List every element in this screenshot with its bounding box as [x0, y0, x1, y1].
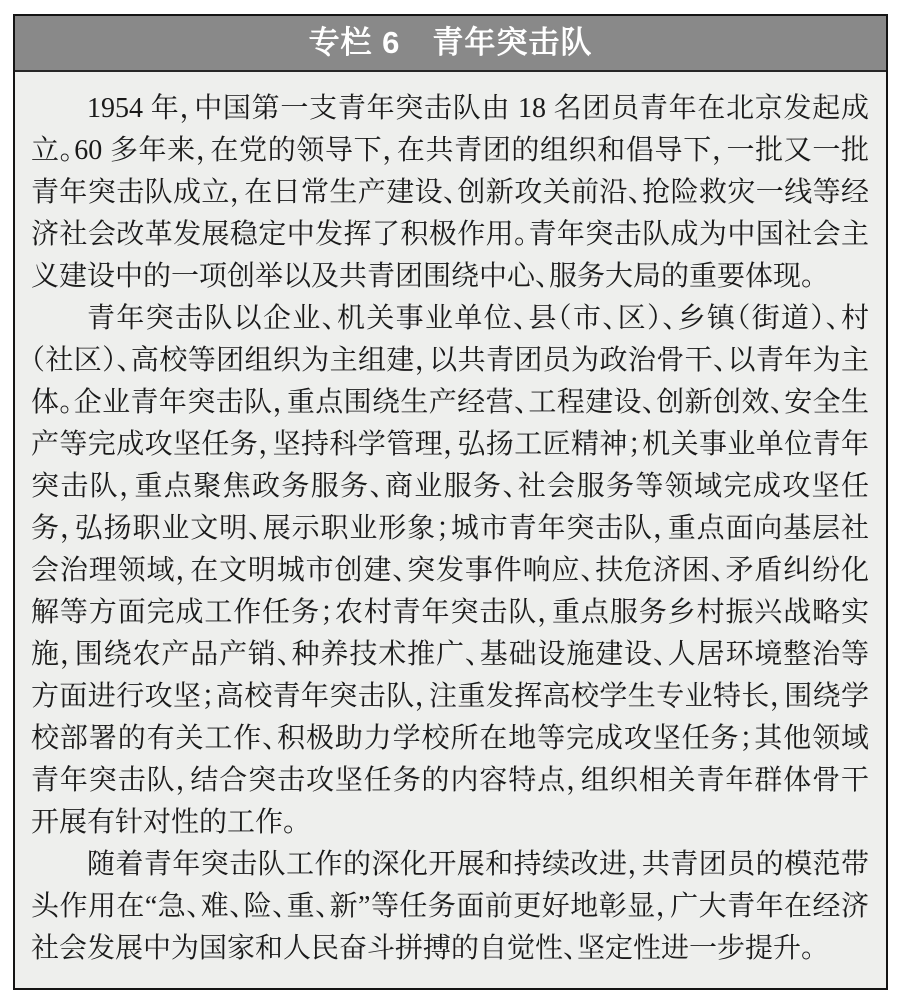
body-paragraph-3: 随着青年突击队工作的深化开展和持续改进，共青团员的模范带头作用在“急、难、险、重、新”等任务面前更好地彰显，广大青年在经济社会发展中为国家和人民奋斗拼搏的自觉性、坚定性进一步提升。: [31, 849, 869, 964]
body-paragraph-2: 青年突击队以企业、机关事业单位、县（市、区）、乡镇（街道）、村（社区）、高校等团组织为主组建，以共青团员为政治骨干、以青年为主体。企业青年突击队，重点围绕生产经营、工程建设、创新创效、安全生产等完成攻坚任务，坚持科学管理，弘扬工匠精神；机关事业单位青年突击队，重点聚焦政务服务、商业服务、社会服务等领域完成攻坚任务，弘扬职业文明、展示职业形象；城市青年突击队，重点面向基层社会治理领域，在文明城市创建、突发事件响应、扶危济困、矛盾纠纷化解等方面完成工作任务；农村青年突击队，重点服务乡村振兴战略实施，围绕农产品产销、种养技术推广、基础设施建设、人居环境整治等方面进行攻坚；高校青年突击队，注重发挥高校学生专业特长，围绕学校部署的有关工作、积极助力学校所在地等完成攻坚任务；其他领域青年突击队，结合突击攻坚任务的内容特点，组织相关青年群体骨干开展有针对性的工作。: [31, 303, 869, 838]
column-box: [13, 14, 888, 990]
column-title: 专栏 6 青年突击队: [308, 24, 593, 60]
column-header: [15, 16, 886, 72]
column-body: [15, 72, 886, 970]
body-paragraph-1: 1954 年，中国第一支青年突击队由 18 名团员青年在北京发起成立。60 多年来，在党的领导下，在共青团的组织和倡导下，一批又一批青年突击队成立，在日常生产建设、创新攻关前沿、抢险救灾一线等经济社会改革发展稳定中发挥了积极作用。青年突击队成为中国社会主义建设中的一项创举以及共青团围绕中心、服务大局的重要体现。: [31, 93, 869, 292]
